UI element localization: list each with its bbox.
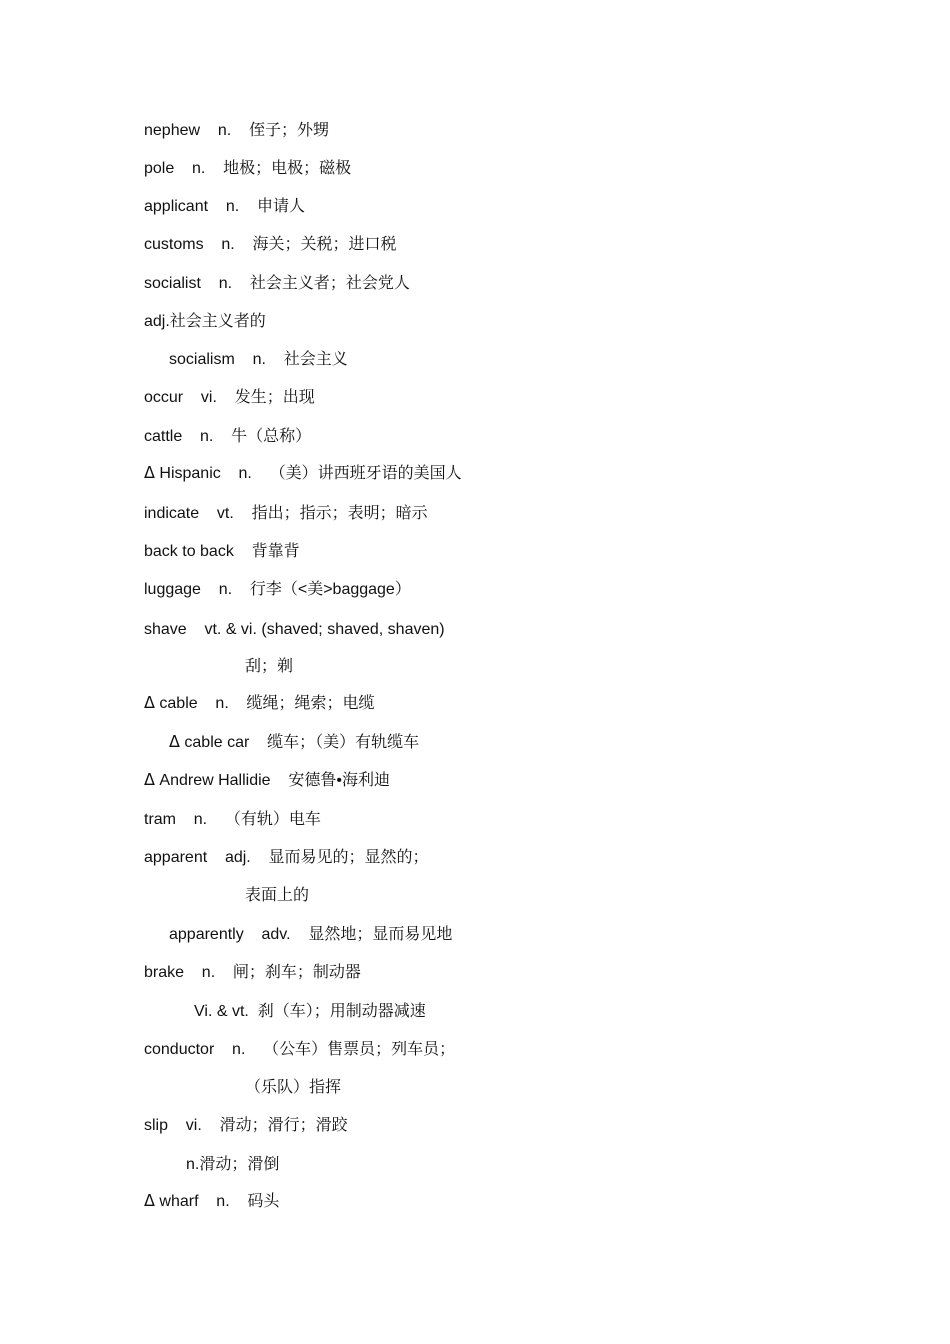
entry-cable: ᐃ cable n. 缆绳；绳索；电缆 xyxy=(144,695,375,712)
entry-nephew: nephew n. 侄子；外甥 xyxy=(144,122,329,139)
entry-luggage: luggage n. 行李（<美>baggage） xyxy=(144,581,411,598)
entry-customs: customs n. 海关；关税；进口税 xyxy=(144,236,397,253)
entry-applicant: applicant n. 申请人 xyxy=(144,198,305,215)
entry-andrew-hallidie: ᐃ Andrew Hallidie 安德鲁•海利迪 xyxy=(144,772,390,789)
entry-socialist: socialist n. 社会主义者；社会党人 xyxy=(144,275,410,292)
entry-slip-noun: n.滑动；滑倒 xyxy=(186,1156,280,1173)
entry-conductor-continued: （乐队）指挥 xyxy=(245,1079,342,1096)
entry-slip: slip vi. 滑动；滑行；滑跤 xyxy=(144,1117,348,1134)
entry-indicate: indicate vt. 指出；指示；表明；暗示 xyxy=(144,505,428,522)
entry-apparent-continued: 表面上的 xyxy=(245,887,310,904)
entry-socialist-adj: adj.社会主义者的 xyxy=(144,313,266,330)
entry-cable-car: ᐃ cable car 缆车；（美）有轨缆车 xyxy=(169,734,420,751)
entry-conductor: conductor n. （公车）售票员；列车员； xyxy=(144,1041,456,1058)
entry-shave: shave vt. & vi. (shaved; shaved, shaven) xyxy=(144,621,445,638)
entry-brake-verb: Vi. & vt. 刹（车）；用制动器减速 xyxy=(194,1003,426,1020)
entry-hispanic: ᐃ Hispanic n. （美）讲西班牙语的美国人 xyxy=(144,465,462,482)
entry-apparent: apparent adj. 显而易见的；显然的； xyxy=(144,849,429,866)
entry-back-to-back: back to back 背靠背 xyxy=(144,543,300,560)
entry-wharf: ᐃ wharf n. 码头 xyxy=(144,1193,280,1210)
entry-occur: occur vi. 发生；出现 xyxy=(144,389,315,406)
entry-apparently: apparently adv. 显然地；显而易见地 xyxy=(169,926,453,943)
entry-shave-meaning: 刮；剃 xyxy=(245,658,294,675)
entry-pole: pole n. 地极；电极；磁极 xyxy=(144,160,352,177)
entry-socialism: socialism n. 社会主义 xyxy=(169,351,348,368)
entry-tram: tram n. （有轨）电车 xyxy=(144,811,321,828)
entry-cattle: cattle n. 牛（总称） xyxy=(144,428,312,445)
entry-brake: brake n. 闸；刹车；制动器 xyxy=(144,964,361,981)
